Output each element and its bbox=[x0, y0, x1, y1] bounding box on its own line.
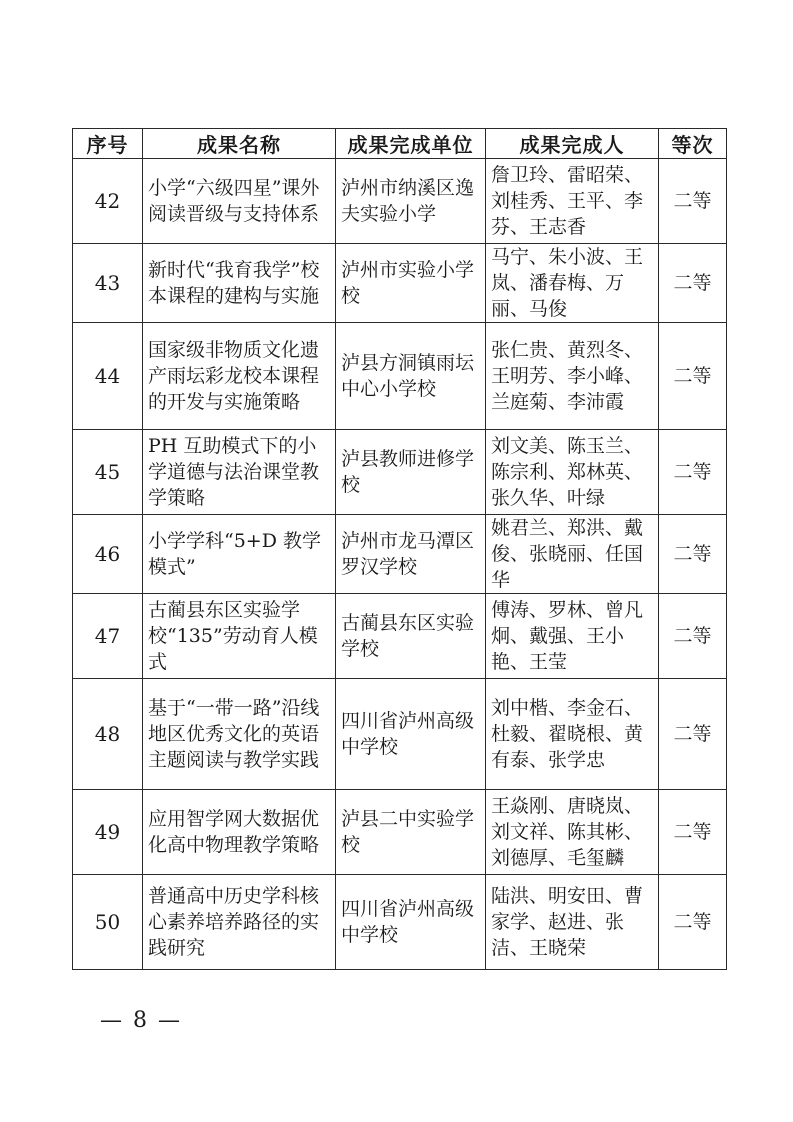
row-people: 马宁、朱小波、王岚、潘春梅、万丽、马俊 bbox=[486, 244, 659, 323]
row-name: 国家级非物质文化遗产雨坛彩龙校本课程的开发与实施策略 bbox=[143, 323, 336, 430]
row-name: 应用智学网大数据优化高中物理教学策略 bbox=[143, 790, 336, 875]
table-row bbox=[73, 594, 727, 679]
table-row bbox=[73, 875, 727, 970]
row-grade: 二等 bbox=[659, 430, 727, 515]
header-grade: 等次 bbox=[659, 129, 727, 159]
table-row bbox=[73, 790, 727, 875]
row-people: 刘文美、陈玉兰、陈宗利、郑林英、张久华、叶绿 bbox=[486, 430, 659, 515]
row-grade: 二等 bbox=[659, 159, 727, 244]
row-grade: 二等 bbox=[659, 594, 727, 679]
row-people: 刘中楷、李金石、杜毅、翟晓根、黄有泰、张学忠 bbox=[486, 679, 659, 790]
table-row bbox=[73, 323, 727, 430]
row-num: 48 bbox=[73, 679, 143, 790]
row-name: 普通高中历史学科核心素养培养路径的实践研究 bbox=[143, 875, 336, 970]
header-people: 成果完成人 bbox=[486, 129, 659, 159]
row-people: 詹卫玲、雷昭荣、刘桂秀、王平、李芬、王志香 bbox=[486, 159, 659, 244]
row-name: 小学“六级四星”课外阅读晋级与支持体系 bbox=[143, 159, 336, 244]
row-grade: 二等 bbox=[659, 875, 727, 970]
row-num: 46 bbox=[73, 515, 143, 594]
table-row bbox=[73, 515, 727, 594]
row-unit: 泸县方洞镇雨坛中心小学校 bbox=[336, 323, 486, 430]
table-row bbox=[73, 244, 727, 323]
row-grade: 二等 bbox=[659, 790, 727, 875]
row-unit: 古蔺县东区实验学校 bbox=[336, 594, 486, 679]
row-unit: 泸县教师进修学校 bbox=[336, 430, 486, 515]
row-unit: 泸州市龙马潭区罗汉学校 bbox=[336, 515, 486, 594]
header-name: 成果名称 bbox=[143, 129, 336, 159]
table-header bbox=[73, 129, 727, 159]
row-unit: 四川省泸州高级中学校 bbox=[336, 679, 486, 790]
row-num: 45 bbox=[73, 430, 143, 515]
row-num: 42 bbox=[73, 159, 143, 244]
row-name: 新时代“我育我学”校本课程的建构与实施 bbox=[143, 244, 336, 323]
page-number: — 8 — bbox=[100, 1008, 182, 1033]
row-num: 47 bbox=[73, 594, 143, 679]
row-num: 43 bbox=[73, 244, 143, 323]
table-row bbox=[73, 159, 727, 244]
row-name: 古蔺县东区实验学校“135”劳动育人模式 bbox=[143, 594, 336, 679]
header-unit: 成果完成单位 bbox=[336, 129, 486, 159]
awards-table bbox=[72, 128, 727, 970]
row-unit: 泸县二中实验学校 bbox=[336, 790, 486, 875]
row-grade: 二等 bbox=[659, 515, 727, 594]
row-num: 44 bbox=[73, 323, 143, 430]
header-num: 序号 bbox=[73, 129, 143, 159]
row-people: 王焱刚、唐晓岚、刘文祥、陈其彬、刘德厚、毛玺麟 bbox=[486, 790, 659, 875]
row-name: 小学学科“5+D 教学模式” bbox=[143, 515, 336, 594]
row-grade: 二等 bbox=[659, 323, 727, 430]
row-unit: 四川省泸州高级中学校 bbox=[336, 875, 486, 970]
row-unit: 泸州市纳溪区逸夫实验小学 bbox=[336, 159, 486, 244]
row-num: 50 bbox=[73, 875, 143, 970]
row-name: 基于“一带一路”沿线地区优秀文化的英语主题阅读与教学实践 bbox=[143, 679, 336, 790]
row-grade: 二等 bbox=[659, 679, 727, 790]
row-people: 陆洪、明安田、曹家学、赵进、张洁、王晓荣 bbox=[486, 875, 659, 970]
table-row bbox=[73, 679, 727, 790]
row-people: 姚君兰、郑洪、戴俊、张晓丽、任国华 bbox=[486, 515, 659, 594]
row-unit: 泸州市实验小学校 bbox=[336, 244, 486, 323]
row-grade: 二等 bbox=[659, 244, 727, 323]
row-num: 49 bbox=[73, 790, 143, 875]
table-row bbox=[73, 430, 727, 515]
row-people: 傅涛、罗林、曾凡炯、戴强、王小艳、王莹 bbox=[486, 594, 659, 679]
row-people: 张仁贵、黄烈冬、王明芳、李小峰、兰庭菊、李沛霞 bbox=[486, 323, 659, 430]
row-name: PH 互助模式下的小学道德与法治课堂教学策略 bbox=[143, 430, 336, 515]
